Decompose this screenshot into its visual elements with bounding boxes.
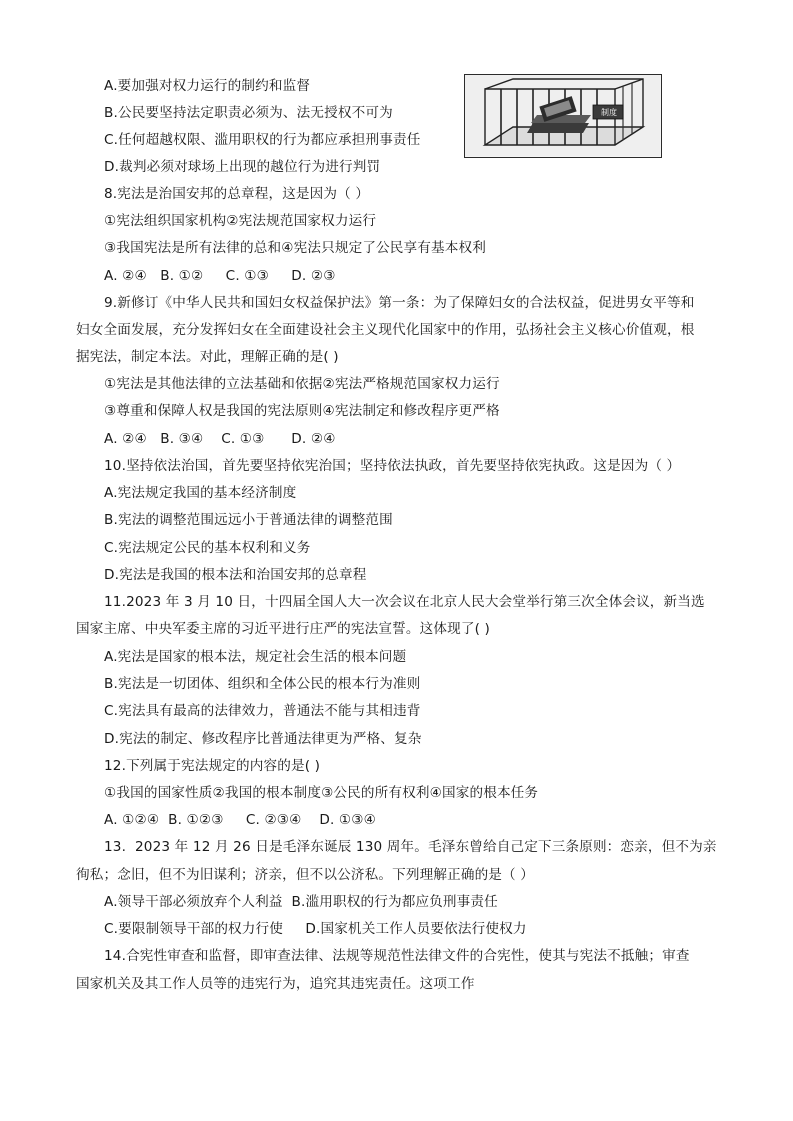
q8-item-1: ①宪法组织国家机构②宪法规范国家权力运行 bbox=[104, 213, 377, 229]
q11-option-c: C.宪法具有最高的法律效力，普通法不能与其相违背 bbox=[104, 703, 421, 719]
q10-stem: 10.坚持依法治国，首先要坚持依宪治国；坚持依法执政，首先要坚持依宪执政。这是因为（ ） bbox=[104, 458, 681, 474]
q8-stem: 8.宪法是治国安邦的总章程，这是因为（ ） bbox=[104, 186, 370, 202]
q13-stem-line-2: 徇私；念旧，但不为旧谋利；济亲，但不以公济私。下列理解正确的是（ ） bbox=[76, 867, 535, 883]
q9-stem-line-1: 9.新修订《中华人民共和国妇女权益保护法》第一条：为了保障妇女的合法权益，促进男女平等和 bbox=[104, 295, 695, 311]
q10-option-d: D.宪法是我国的根本法和治国安邦的总章程 bbox=[104, 567, 367, 583]
q12-stem: 12.下列属于宪法规定的内容的是( ) bbox=[104, 758, 321, 774]
q7-option-a: A.要加强对权力运行的制约和监督 bbox=[104, 78, 311, 94]
cage-cartoon-image bbox=[464, 74, 662, 158]
q13-stem-line-1: 13. 2023 年 12 月 26 日是毛泽东诞辰 130 周年。毛泽东曾给自己定下三条原则：恋亲，但不为亲 bbox=[104, 839, 717, 855]
q12-item-1: ①我国的国家性质②我国的根本制度③公民的所有权利④国家的根本任务 bbox=[104, 785, 539, 801]
q7-option-d: D.裁判必须对球场上出现的越位行为进行判罚 bbox=[104, 159, 381, 175]
q10-option-a: A.宪法规定我国的基本经济制度 bbox=[104, 485, 297, 501]
q12-answers: A. ①②④ B. ①②③ C. ②③④ D. ①③④ bbox=[104, 812, 376, 828]
q11-option-d: D.宪法的制定、修改程序比普通法律更为严格、复杂 bbox=[104, 731, 422, 747]
q14-stem-line-2: 国家机关及其工作人员等的违宪行为，追究其违宪责任。这项工作 bbox=[76, 976, 475, 992]
q9-answers: A. ②④ B. ③④ C. ①③ D. ②④ bbox=[104, 431, 336, 447]
q13-options-cd: C.要限制领导干部的权力行使 D.国家机关工作人员要依法行使权力 bbox=[104, 921, 527, 937]
q11-stem-line-2: 国家主席、中央军委主席的习近平进行庄严的宪法宣誓。这体现了( ) bbox=[76, 621, 490, 637]
q9-stem-line-2: 妇女全面发展，充分发挥妇女在全面建设社会主义现代化国家中的作用，弘扬社会主义核心价值观，根 bbox=[76, 322, 695, 338]
q8-item-2: ③我国宪法是所有法律的总和④宪法只规定了公民享有基本权利 bbox=[104, 240, 487, 256]
q9-item-1: ①宪法是其他法律的立法基础和依据②宪法严格规范国家权力运行 bbox=[104, 376, 500, 392]
q7-option-c: C.任何超越权限、滥用职权的行为都应承担刑事责任 bbox=[104, 132, 421, 148]
q10-option-c: C.宪法规定公民的基本权利和义务 bbox=[104, 540, 311, 556]
q13-options-ab: A.领导干部必须放弃个人利益 B.滥用职权的行为都应负刑事责任 bbox=[104, 894, 498, 910]
q11-stem-line-1: 11.2023 年 3 月 10 日，十四届全国人大一次会议在北京人民大会堂举行第三次全体会议，新当选 bbox=[104, 594, 705, 610]
figure-label: 制度 bbox=[601, 108, 617, 117]
q8-answers: A. ②④ B. ①② C. ①③ D. ②③ bbox=[104, 268, 336, 284]
q9-item-2: ③尊重和保障人权是我国的宪法原则④宪法制定和修改程序更严格 bbox=[104, 403, 500, 419]
q14-stem-line-1: 14.合宪性审查和监督，即审查法律、法规等规范性法律文件的合宪性，使其与宪法不抵触；审查 bbox=[104, 948, 690, 964]
q10-option-b: B.宪法的调整范围远远小于普通法律的调整范围 bbox=[104, 512, 393, 528]
q11-option-a: A.宪法是国家的根本法，规定社会生活的根本问题 bbox=[104, 649, 407, 665]
q7-option-b: B.公民要坚持法定职责必须为、法无授权不可为 bbox=[104, 105, 393, 121]
q9-stem-line-3: 据宪法，制定本法。对此，理解正确的是( ) bbox=[76, 349, 339, 365]
q11-option-b: B.宪法是一切团体、组织和全体公民的根本行为准则 bbox=[104, 676, 421, 692]
